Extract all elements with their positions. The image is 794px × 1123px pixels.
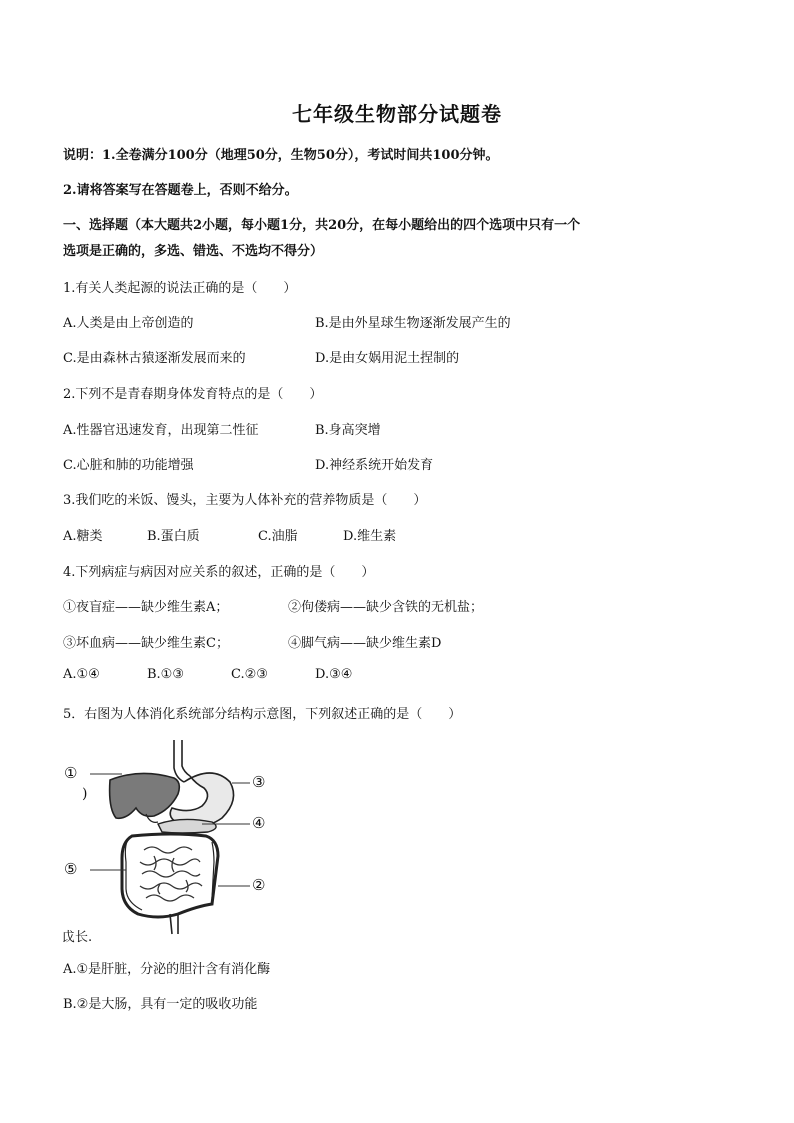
section-heading-line-1: 一、选择题（本大题共2小题，每小题1分，共20分，在每小题给出的四个选项中只有一个	[63, 218, 581, 233]
question-4-option-d: D.③④	[315, 667, 353, 682]
label-1-paren: )	[82, 786, 88, 802]
section-heading-line-2: 选项是正确的，多选、错选、不选均不得分）	[63, 244, 324, 259]
label-4: ④	[252, 814, 266, 832]
question-4-statement-3: ③坏血病——缺少维生素C；	[63, 636, 229, 651]
question-2-option-b: B.身高突增	[315, 423, 381, 438]
pancreas-shape	[158, 819, 216, 833]
page-title: 七年级生物部分试题卷	[292, 102, 502, 126]
question-2-stem: 2.下列不是青春期身体发育特点的是（ ）	[63, 387, 323, 402]
stomach-shape	[170, 773, 233, 827]
question-1-option-b: B.是由外星球生物逐渐发展产生的	[315, 316, 511, 331]
instructions-line-1: 说明：1.全卷满分100分（地理50分，生物50分），考试时间共100分钟。	[63, 148, 499, 163]
label-5: ⑤	[64, 860, 78, 878]
question-3-option-c: C.油脂	[258, 529, 298, 544]
question-3-option-a: A.糖类	[63, 529, 103, 544]
question-2-option-a: A.性器官迅速发育，出现第二性征	[63, 423, 259, 438]
question-2-option-c: C.心脏和肺的功能增强	[63, 458, 194, 473]
question-4-statement-2: ②佝偻病——缺少含铁的无机盐；	[288, 600, 484, 615]
cropped-text-fragment: 戉长.	[62, 930, 93, 945]
question-4-option-c: C.②③	[231, 667, 268, 682]
digestive-system-diagram	[62, 738, 282, 943]
question-5-option-b: B.②是大肠，具有一定的吸收功能	[63, 997, 258, 1012]
question-1-option-c: C.是由森林古猿逐渐发展而来的	[63, 351, 246, 366]
question-3-stem: 3.我们吃的米饭、馒头，主要为人体补充的营养物质是（ ）	[63, 493, 427, 508]
question-5-option-a: A.①是肝脏，分泌的胆汁含有消化酶	[63, 962, 271, 977]
question-3-option-b: B.蛋白质	[147, 529, 200, 544]
question-2-option-d: D.神经系统开始发育	[315, 458, 434, 473]
question-4-option-a: A.①④	[63, 667, 100, 682]
question-4-statement-1: ①夜盲症——缺少维生素A；	[63, 600, 229, 615]
large-intestine-shape	[122, 834, 218, 917]
question-4-stem: 4.下列病症与病因对应关系的叙述，正确的是（ ）	[63, 565, 375, 580]
question-4-option-b: B.①③	[147, 667, 184, 682]
question-1-option-a: A.人类是由上帝创造的	[63, 316, 194, 331]
digestive-system-illustration	[62, 738, 282, 943]
question-5-stem: 5．右图为人体消化系统部分结构示意图，下列叙述正确的是（ ）	[63, 707, 462, 722]
question-1-option-d: D.是由女娲用泥土捏制的	[315, 351, 460, 366]
small-intestine-shape	[140, 847, 202, 901]
question-3-option-d: D.维生素	[343, 529, 397, 544]
instructions-line-2: 2.请将答案写在答题卷上，否则不给分。	[63, 183, 298, 198]
question-4-statement-4: ④脚气病——缺少维生素D	[288, 636, 442, 651]
question-1-stem: 1.有关人类起源的说法正确的是（ ）	[63, 281, 297, 296]
liver-shape	[110, 773, 180, 818]
label-1: ①	[64, 764, 78, 782]
label-2: ②	[252, 876, 266, 894]
label-3: ③	[252, 773, 266, 791]
